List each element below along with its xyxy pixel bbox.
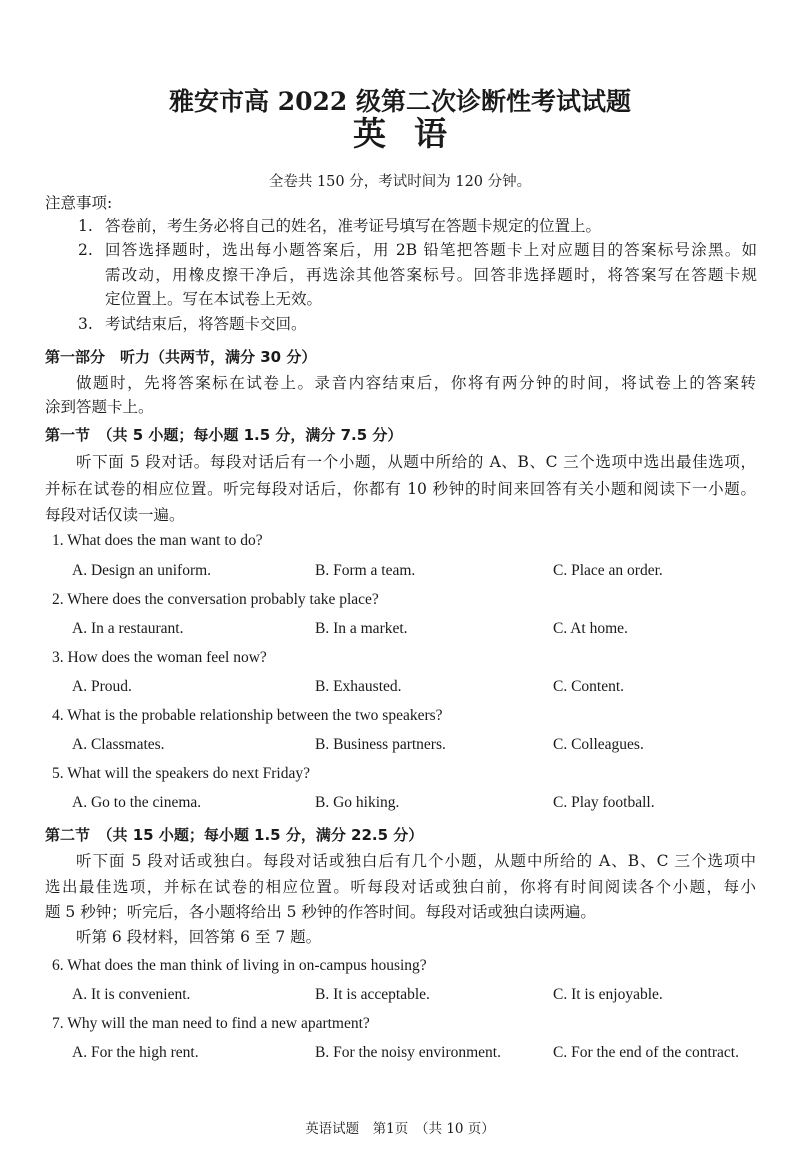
notice-item-num: 2. xyxy=(78,241,93,259)
option-b: B. In a market. xyxy=(315,620,408,637)
section1-intro: 听下面 5 段对话。每段对话后有一个小题，从题中所给的 A、B、C 三个选项中选出最佳选项， xyxy=(76,453,756,471)
notice-heading: 注意事项: xyxy=(45,194,113,212)
section2-heading: 第二节 （共 15 小题；每小题 1.5 分，满分 22.5 分） xyxy=(45,826,424,844)
option-b: B. For the noisy environment. xyxy=(315,1044,501,1061)
part1-intro: 做题时，先将答案标在试卷上。录音内容结束后，你将有两分钟的时间，将试卷上的答案转 xyxy=(76,374,756,392)
question: 5. What will the speakers do next Friday? xyxy=(52,765,310,782)
exam-title: 雅安市高 2022 级第二次诊断性考试试题 xyxy=(169,87,631,116)
option-c: C. Play football. xyxy=(553,794,655,811)
section1-intro: 每段对话仅读一遍。 xyxy=(45,506,185,524)
option-a: A. In a restaurant. xyxy=(72,620,184,637)
option-c: C. Place an order. xyxy=(553,562,663,579)
section2-intro: 听下面 5 段对话或独白。每段对话或独白后有几个小题，从题中所给的 A、B、C 三个选项中 xyxy=(76,852,756,870)
option-b: B. It is acceptable. xyxy=(315,986,430,1003)
notice-item-num: 3. xyxy=(78,315,93,333)
part1-intro: 涂到答题卡上。 xyxy=(45,398,154,416)
option-b: B. Exhausted. xyxy=(315,678,402,695)
subject-title: 英语 xyxy=(353,114,475,153)
notice-item-text: 答卷前，考生务必将自己的姓名，准考证号填写在答题卡规定的位置上。 xyxy=(105,217,602,235)
section1-heading: 第一节 （共 5 小题；每小题 1.5 分，满分 7.5 分） xyxy=(45,426,403,444)
score-info: 全卷共 150 分，考试时间为 120 分钟。 xyxy=(268,174,532,190)
option-a: A. Design an uniform. xyxy=(72,562,212,579)
section1-intro: 并标在试卷的相应位置。听完每段对话后，你都有 10 秒钟的时间来回答有关小题和阅读下一小题。 xyxy=(45,480,756,498)
option-a: A. Go to the cinema. xyxy=(72,794,202,811)
option-c: C. For the end of the contract. xyxy=(553,1044,739,1061)
option-a: A. For the high rent. xyxy=(72,1044,199,1061)
notice-item-text: 考试结束后，将答题卡交回。 xyxy=(105,315,307,333)
option-b: B. Business partners. xyxy=(315,736,446,753)
page-footer: 英语试题 第1页 （共 10 页） xyxy=(305,1121,495,1137)
part1-heading: 第一部分 听力（共两节，满分 30 分） xyxy=(45,348,317,366)
material-instruction: 听第 6 段材料，回答第 6 至 7 题。 xyxy=(76,928,322,946)
section2-intro: 题 5 秒钟；听完后，各小题将给出 5 秒钟的作答时间。每段对话或独白读两遍。 xyxy=(45,903,596,921)
option-c: C. It is enjoyable. xyxy=(553,986,663,1003)
notice-item-text: 需改动，用橡皮擦干净后，再选涂其他答案标号。回答非选择题时，将答案写在答题卡规 xyxy=(105,266,757,284)
section2-intro: 选出最佳选项，并标在试卷的相应位置。听每段对话或独白前，你将有时间阅读各个小题，每小 xyxy=(45,878,756,896)
option-b: B. Form a team. xyxy=(315,562,416,579)
question: 3. How does the woman feel now? xyxy=(52,649,267,666)
question: 1. What does the man want to do? xyxy=(52,532,263,549)
question: 4. What is the probable relationship between the two speakers? xyxy=(52,707,443,724)
option-b: B. Go hiking. xyxy=(315,794,400,811)
option-a: A. Classmates. xyxy=(72,736,165,753)
option-a: A. Proud. xyxy=(72,678,132,695)
option-a: A. It is convenient. xyxy=(72,986,191,1003)
option-c: C. Content. xyxy=(553,678,625,695)
option-c: C. Colleagues. xyxy=(553,736,644,753)
question: 7. Why will the man need to find a new apartment? xyxy=(52,1015,370,1032)
option-c: C. At home. xyxy=(553,620,628,637)
question: 6. What does the man think of living in on-campus housing? xyxy=(52,957,427,974)
notice-item-text: 回答选择题时，选出每小题答案后，用 2B 铅笔把答题卡上对应题目的答案标号涂黑。如 xyxy=(105,241,757,259)
notice-item-num: 1. xyxy=(78,217,93,235)
notice-item-text: 定位置上。写在本试卷上无效。 xyxy=(105,290,323,308)
question: 2. Where does the conversation probably take place? xyxy=(52,591,379,608)
